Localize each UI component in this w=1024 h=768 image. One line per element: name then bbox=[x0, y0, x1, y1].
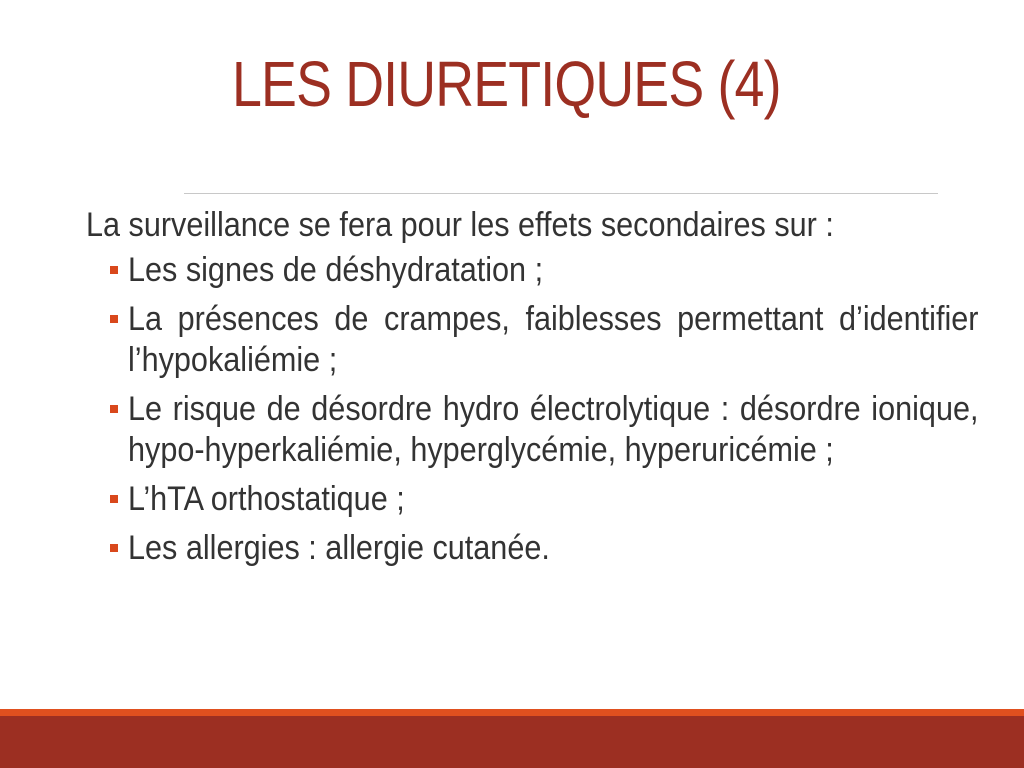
slide-content bbox=[86, 204, 979, 577]
bullet-text: Les allergies : allergie cutanée. bbox=[128, 529, 550, 567]
footer-band bbox=[0, 716, 1024, 768]
bullet-text: Le risque de désordre hydro électrolytique : désordre ionique, hypo-hyperkaliémie, hyperglycémie, hyperuricémie ; bbox=[128, 390, 979, 469]
title-divider bbox=[184, 193, 938, 194]
square-bullet-icon bbox=[110, 266, 118, 274]
bullet-text: Les signes de déshydratation ; bbox=[128, 251, 544, 289]
bullet-item-electrolyte bbox=[86, 389, 979, 471]
bullet-item-dehydration bbox=[86, 250, 979, 291]
square-bullet-icon bbox=[110, 544, 118, 552]
bullet-item-allergies bbox=[86, 528, 979, 569]
bullet-item-cramps bbox=[86, 299, 979, 381]
bullet-text: L’hTA orthostatique ; bbox=[128, 480, 405, 518]
square-bullet-icon bbox=[110, 405, 118, 413]
bullet-text: La présences de crampes, faiblesses permettant d’identifier l’hypokaliémie ; bbox=[128, 300, 979, 379]
bullet-list bbox=[86, 250, 979, 569]
square-bullet-icon bbox=[110, 495, 118, 503]
intro-text: La surveillance se fera pour les effets secondaires sur : bbox=[86, 206, 834, 244]
square-bullet-icon bbox=[110, 315, 118, 323]
slide-title: LES DIURETIQUES (4) bbox=[232, 48, 781, 120]
footer-accent-line bbox=[0, 709, 1024, 716]
bullet-item-orthostatic bbox=[86, 479, 979, 520]
